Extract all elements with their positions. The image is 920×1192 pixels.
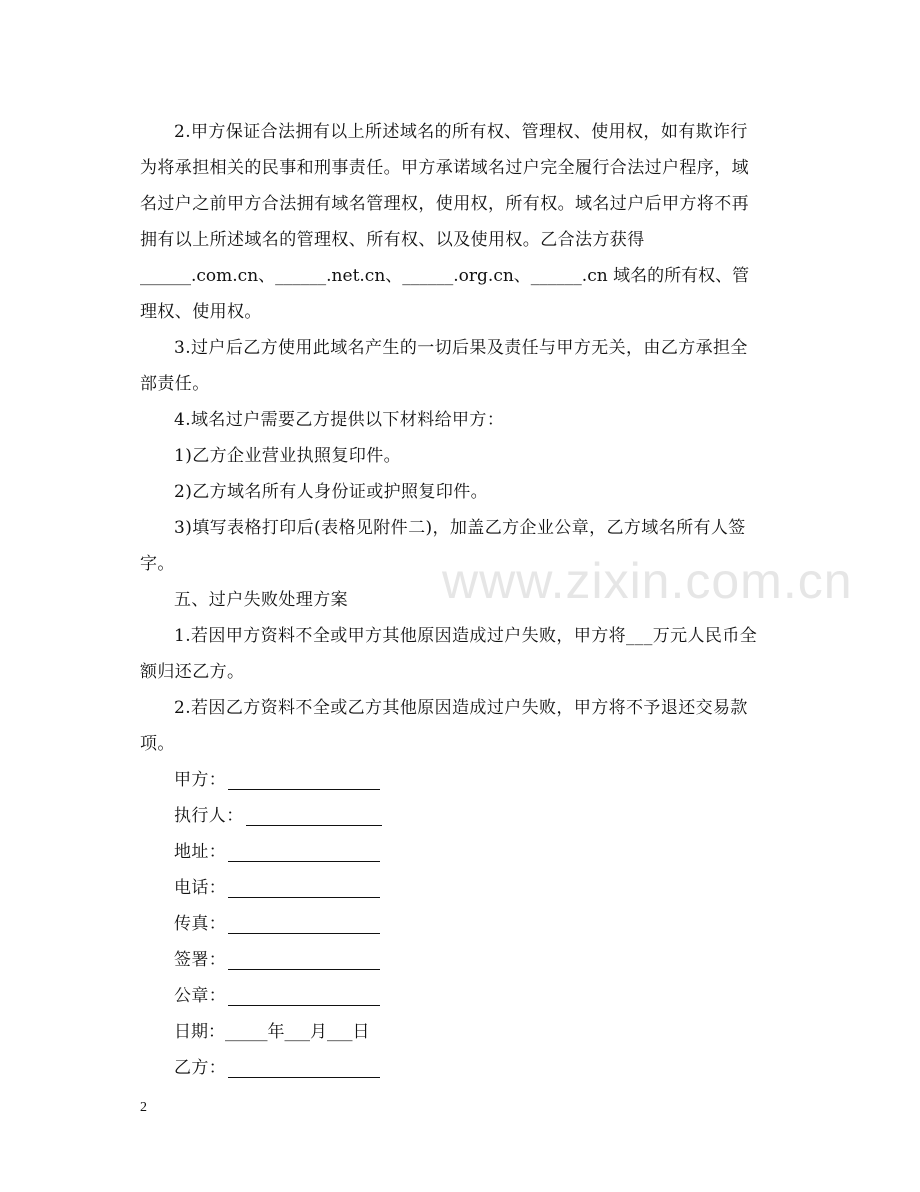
signature-date-row — [140, 1014, 776, 1050]
clause-4-item-3-line-2: 字。 — [140, 554, 175, 574]
signature-seal-blank[interactable] — [228, 1004, 380, 1006]
signature-party-a-row — [140, 762, 776, 798]
watermark: www.zixin.com.cn — [442, 553, 853, 609]
page-number: 2 — [140, 1100, 147, 1115]
clause-2 — [140, 114, 776, 330]
clause-3-line-1: 3.过户后乙方使用此域名产生的一切后果及责任与甲方无关，由乙方承担全 — [174, 338, 748, 358]
section-5-item-1-line-2: 额归还乙方。 — [140, 662, 245, 682]
clause-2-line-6: 理权、使用权。 — [140, 302, 262, 322]
clause-4-item-2: 2)乙方域名所有人身份证或护照复印件。 — [174, 482, 489, 502]
signature-phone-row — [140, 870, 776, 906]
section-5 — [140, 582, 776, 762]
signature-phone-blank[interactable] — [228, 896, 380, 898]
signature-seal-row — [140, 978, 776, 1014]
signature-fax-row — [140, 906, 776, 942]
signature-sign-blank[interactable] — [228, 968, 380, 970]
clause-4-title: 4.域名过户需要乙方提供以下材料给甲方： — [174, 410, 505, 430]
signature-address-blank[interactable] — [228, 860, 380, 862]
clause-3-line-2: 部责任。 — [140, 374, 210, 394]
clause-3 — [140, 330, 776, 402]
signature-fax-blank[interactable] — [228, 932, 380, 934]
section-5-item-1-line-1: 1.若因甲方资料不全或甲方其他原因造成过户失败，甲方将___万元人民币全 — [174, 626, 758, 646]
signature-party-a-blank[interactable] — [228, 788, 380, 790]
clause-2-line-4: 拥有以上所述域名的管理权、所有权、以及使用权。乙合法方获得 — [140, 230, 645, 250]
signature-date-text: 日期：_____年___月___日 — [174, 1022, 370, 1042]
signature-block — [140, 762, 776, 1086]
clause-4-item-1: 1)乙方企业营业执照复印件。 — [174, 446, 402, 466]
signature-address-label: 地址： — [174, 842, 227, 862]
signature-executor-label: 执行人： — [174, 806, 244, 826]
clause-2-line-1: 2.甲方保证合法拥有以上所述域名的所有权、管理权、使用权，如有欺诈行 — [174, 122, 748, 142]
signature-party-b-blank[interactable] — [228, 1076, 380, 1078]
section-5-item-2-line-2: 项。 — [140, 734, 175, 754]
signature-sign-label: 签署： — [174, 950, 227, 970]
clause-4-item-3-line-1: 3)填写表格打印后(表格见附件二)，加盖乙方企业公章，乙方域名所有人签 — [174, 518, 746, 538]
clause-4 — [140, 402, 776, 582]
signature-executor-blank[interactable] — [246, 824, 382, 826]
signature-address-row — [140, 834, 776, 870]
section-5-heading: 五、过户失败处理方案 — [174, 590, 348, 610]
signature-party-b-label: 乙方： — [174, 1058, 227, 1078]
signature-party-b-row — [140, 1050, 776, 1086]
section-5-item-2-line-1: 2.若因乙方资料不全或乙方其他原因造成过户失败，甲方将不予退还交易款 — [174, 698, 748, 718]
clause-2-line-2: 为将承担相关的民事和刑事责任。甲方承诺域名过户完全履行合法过户程序，域 — [140, 158, 749, 178]
signature-executor-row — [140, 798, 776, 834]
signature-sign-row — [140, 942, 776, 978]
signature-seal-label: 公章： — [174, 986, 227, 1006]
signature-party-a-label: 甲方： — [174, 770, 227, 790]
document-body — [140, 114, 776, 1086]
signature-phone-label: 电话： — [174, 878, 227, 898]
clause-2-line-5: ______.com.cn、______.net.cn、______.org.cn、______.cn 域名的所有权、管 — [140, 266, 750, 286]
clause-2-line-3: 名过户之前甲方合法拥有域名管理权，使用权，所有权。域名过户后甲方将不再 — [140, 194, 749, 214]
signature-fax-label: 传真： — [174, 914, 227, 934]
